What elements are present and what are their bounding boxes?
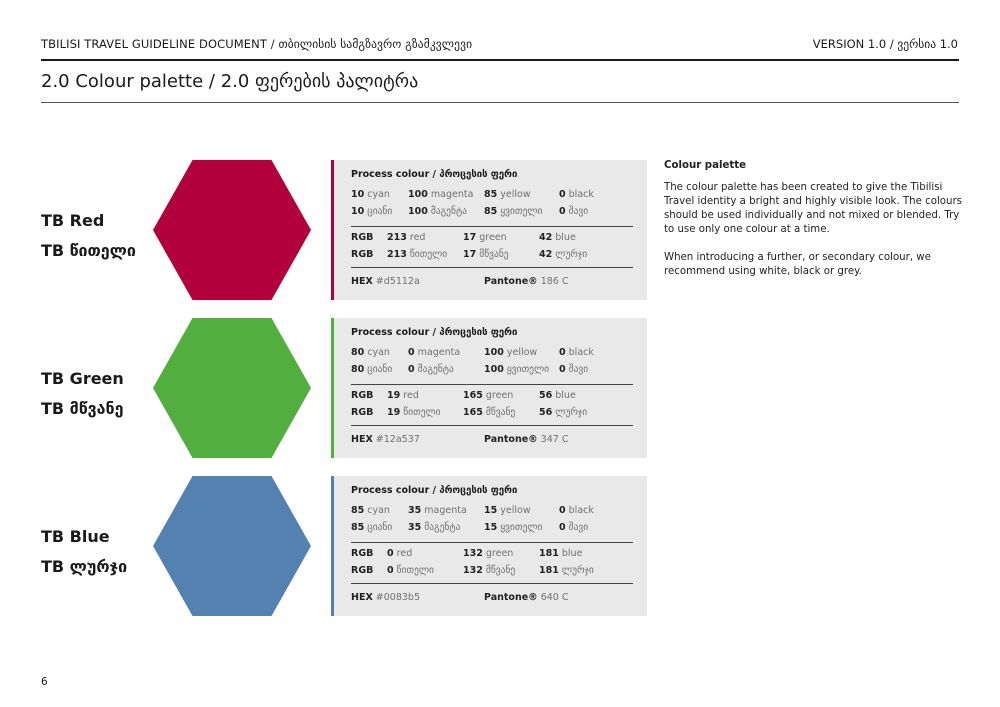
- cmyk_ka-value: 35 მაგენტა: [408, 522, 461, 533]
- rgb_ka-value: 42 ლურჯი: [539, 249, 588, 260]
- colour-name-en: TB Red: [41, 211, 105, 230]
- rgb_en-value: 42 blue: [539, 232, 576, 243]
- cmyk_en-value: 0 black: [559, 347, 594, 358]
- card-divider: [351, 425, 633, 426]
- rgb_en-value: 17 green: [463, 232, 507, 243]
- header-divider: [41, 59, 959, 61]
- cmyk_en-value: 85 cyan: [351, 505, 390, 516]
- hexagon-shape: [153, 160, 311, 300]
- cmyk_ka-value: 85 ყვითელი: [484, 206, 543, 217]
- rgb_ka-value: 213 წითელი: [387, 249, 448, 260]
- version-label: VERSION 1.0 / ვერსია 1.0: [812, 37, 958, 51]
- rgb_en-value: 181 blue: [539, 548, 583, 559]
- rgb_en-value: 213 red: [387, 232, 426, 243]
- rgb_ka-row-label: RGB: [351, 407, 374, 418]
- colour-spec-card: [331, 476, 647, 616]
- rgb_ka-row-label: RGB: [351, 565, 374, 576]
- colour-block: [0, 160, 660, 300]
- card-divider: [351, 226, 633, 227]
- notes-paragraph: When introducing a further, or secondary colour, we recommend using white, black or grey.: [664, 252, 931, 277]
- pantone-value: Pantone® 640 C: [484, 592, 569, 603]
- cmyk_ka-value: 10 ციანი: [351, 206, 393, 217]
- cmyk_en-value: 0 magenta: [408, 347, 461, 358]
- rgb_en-value: 165 green: [463, 390, 514, 401]
- colour-block: [0, 318, 660, 458]
- rgb_en-row-label: RGB: [351, 390, 374, 401]
- rgb_en-value: 0 red: [387, 548, 413, 559]
- hex-value: HEX #d5112a: [351, 276, 420, 287]
- rgb_ka-value: 132 მწვანე: [463, 565, 516, 576]
- section-title: 2.0 Colour palette / 2.0 ფერების პალიტრა: [41, 71, 419, 92]
- rgb_ka-row-label: RGB: [351, 249, 374, 260]
- rgb_ka-value: 165 მწვანე: [463, 407, 516, 418]
- cmyk_ka-value: 80 ციანი: [351, 364, 393, 375]
- accent-bar: [331, 318, 334, 458]
- cmyk_ka-value: 100 ყვითელი: [484, 364, 550, 375]
- colour-name-ka: TB მწვანე: [41, 399, 124, 418]
- cmyk_ka-value: 0 შავი: [559, 522, 589, 533]
- card-divider: [351, 267, 633, 268]
- cmyk_en-value: 100 yellow: [484, 347, 538, 358]
- card-divider: [351, 384, 633, 385]
- rgb_en-value: 56 blue: [539, 390, 576, 401]
- process-colour-title: Process colour / პროცესის ფერი: [351, 169, 518, 180]
- colour-name-ka: TB წითელი: [41, 241, 136, 260]
- colour-name: [41, 364, 124, 424]
- accent-bar: [331, 476, 334, 616]
- cmyk_ka-value: 85 ციანი: [351, 522, 393, 533]
- rgb_ka-value: 181 ლურჯი: [539, 565, 594, 576]
- process-colour-title: Process colour / პროცესის ფერი: [351, 327, 518, 338]
- cmyk_ka-value: 0 მაგენტა: [408, 364, 454, 375]
- cmyk_ka-value: 0 შავი: [559, 364, 589, 375]
- hexagon-shape: [153, 318, 311, 458]
- colour-spec-card: [331, 318, 647, 458]
- colour-swatch-hexagon: [153, 476, 311, 616]
- cmyk_en-value: 0 black: [559, 505, 594, 516]
- cmyk_ka-value: 0 შავი: [559, 206, 589, 217]
- document-title: TBILISI TRAVEL GUIDELINE DOCUMENT / თბილისის სამგზავრო გზამკვლევი: [41, 37, 473, 51]
- colour-name-en: TB Green: [41, 369, 124, 388]
- rgb_en-row-label: RGB: [351, 548, 374, 559]
- colour-palette-notes: [664, 159, 964, 293]
- colour-name-en: TB Blue: [41, 527, 110, 546]
- page-number: 6: [41, 676, 48, 688]
- cmyk_ka-value: 100 მაგენტა: [408, 206, 468, 217]
- cmyk_en-value: 85 yellow: [484, 189, 531, 200]
- colour-name: [41, 522, 127, 582]
- colour-swatch-hexagon: [153, 318, 311, 458]
- cmyk_en-value: 15 yellow: [484, 505, 531, 516]
- process-colour-title: Process colour / პროცესის ფერი: [351, 485, 518, 496]
- cmyk_ka-value: 15 ყვითელი: [484, 522, 543, 533]
- colour-name: [41, 206, 136, 266]
- accent-bar: [331, 160, 334, 300]
- rgb_en-row-label: RGB: [351, 232, 374, 243]
- card-divider: [351, 542, 633, 543]
- cmyk_en-value: 80 cyan: [351, 347, 390, 358]
- card-divider: [351, 583, 633, 584]
- cmyk_en-value: 35 magenta: [408, 505, 467, 516]
- hexagon-shape: [153, 476, 311, 616]
- notes-paragraph: The colour palette has been created to give the Tibilisi Travel identity a bright and highly visible look. The colours should be used individually and not mixed or blended. Try to use only one colour at a time.: [664, 182, 962, 235]
- rgb_ka-value: 56 ლურჯი: [539, 407, 588, 418]
- hex-value: HEX #12a537: [351, 434, 420, 445]
- cmyk_en-value: 10 cyan: [351, 189, 390, 200]
- rgb_ka-value: 17 მწვანე: [463, 249, 509, 260]
- pantone-value: Pantone® 186 C: [484, 276, 569, 287]
- rgb_ka-value: 19 წითელი: [387, 407, 441, 418]
- cmyk_en-value: 100 magenta: [408, 189, 474, 200]
- hex-value: HEX #0083b5: [351, 592, 421, 603]
- rgb_ka-value: 0 წითელი: [387, 565, 434, 576]
- colour-name-ka: TB ლურჯი: [41, 557, 128, 576]
- pantone-value: Pantone® 347 C: [484, 434, 569, 445]
- colour-swatch-hexagon: [153, 160, 311, 300]
- colour-spec-card: [331, 160, 647, 300]
- colour-block: [0, 476, 660, 616]
- notes-heading: Colour palette: [664, 160, 747, 171]
- rgb_en-value: 19 red: [387, 390, 419, 401]
- rgb_en-value: 132 green: [463, 548, 514, 559]
- cmyk_en-value: 0 black: [559, 189, 594, 200]
- section-divider: [41, 102, 959, 103]
